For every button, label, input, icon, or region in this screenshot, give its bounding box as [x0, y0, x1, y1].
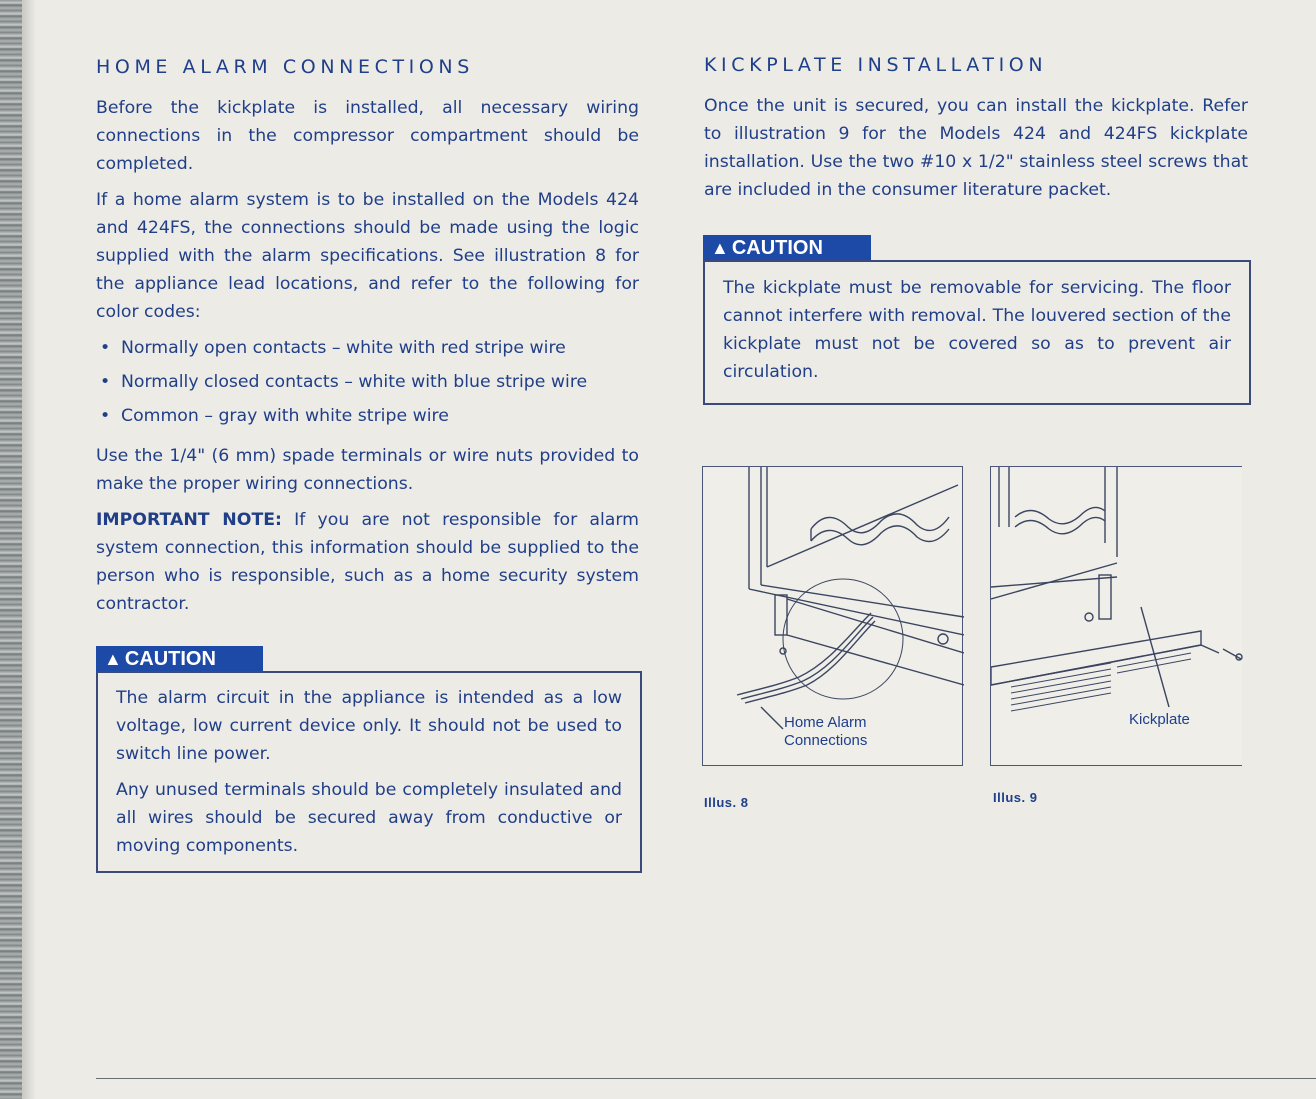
- caution-tag-right: [703, 235, 871, 261]
- label-line-1: Home Alarm: [784, 714, 867, 731]
- illus-8-caption: Illus. 8: [704, 795, 749, 810]
- illustration-8: [702, 466, 963, 766]
- paragraph-alarm-models: If a home alarm system is to be installed on the Models 424 and 424FS, the connections should be made using the logic supplied with the alarm specifications. See illustration 8 for the appliance lead locations, and refer to the following for color codes:: [96, 190, 639, 322]
- illustration-9: [990, 466, 1242, 766]
- footer-divider: [96, 1078, 1316, 1079]
- binding-shadow: [22, 0, 36, 1099]
- home-alarm-heading: HOME ALARM CONNECTIONS: [96, 56, 474, 78]
- caution-box-right: [703, 260, 1251, 405]
- warning-triangle-icon: ▲: [104, 649, 122, 669]
- color-code-list: [100, 334, 640, 436]
- label-line-2: Connections: [784, 732, 868, 749]
- paragraph-kickplate-install: Once the unit is secured, you can install the kickplate. Refer to illustration 9 for the Models 424 and 424FS kickplate installation. Use the two #10 x 1/2" stainless steel screws that are included in the consumer literature packet.: [704, 96, 1248, 200]
- caution-tag-left: [96, 646, 263, 672]
- important-note-text: If you are not responsible for alarm system connection, this information should be supplied to the person who is responsible, such as a home security system contractor.: [96, 510, 639, 614]
- caution-left-paragraph-2: Any unused terminals should be completely insulated and all wires should be secured away from conductive or moving components.: [116, 780, 622, 856]
- important-note-label: IMPORTANT NOTE:: [96, 510, 282, 530]
- home-alarm-connections-label: [784, 714, 867, 750]
- illus-9-caption: Illus. 9: [993, 790, 1038, 805]
- paragraph-spade-terminals: Use the 1/4" (6 mm) spade terminals or wire nuts provided to make the proper wiring connections.: [96, 446, 639, 494]
- paragraph-wiring-before-kickplate: Before the kickplate is installed, all necessary wiring connections in the compressor compartment should be completed.: [96, 98, 639, 174]
- kickplate-label: Kickplate: [1129, 711, 1190, 728]
- caution-box-left: [96, 671, 642, 873]
- list-item: • Normally closed contacts – white with blue stripe wire: [100, 368, 640, 402]
- book-binding: [0, 0, 22, 1099]
- caution-label: CAUTION: [731, 237, 823, 259]
- warning-triangle-icon: ▲: [711, 238, 729, 258]
- caution-left-paragraph-1: The alarm circuit in the appliance is intended as a low voltage, low current device only. It should not be used to switch line power.: [116, 688, 622, 764]
- list-item: • Common – gray with white stripe wire: [100, 402, 640, 436]
- illustration-9-drawing: [991, 467, 1243, 767]
- important-note: [96, 506, 639, 618]
- list-item: • Normally open contacts – white with red stripe wire: [100, 334, 640, 368]
- kickplate-installation-heading: KICKPLATE INSTALLATION: [704, 54, 1048, 76]
- caution-right-paragraph-1: The kickplate must be removable for servicing. The floor cannot interfere with removal. The louvered section of the kickplate must not be covered so as to prevent air circulation.: [723, 278, 1231, 382]
- caution-label: CAUTION: [124, 648, 216, 670]
